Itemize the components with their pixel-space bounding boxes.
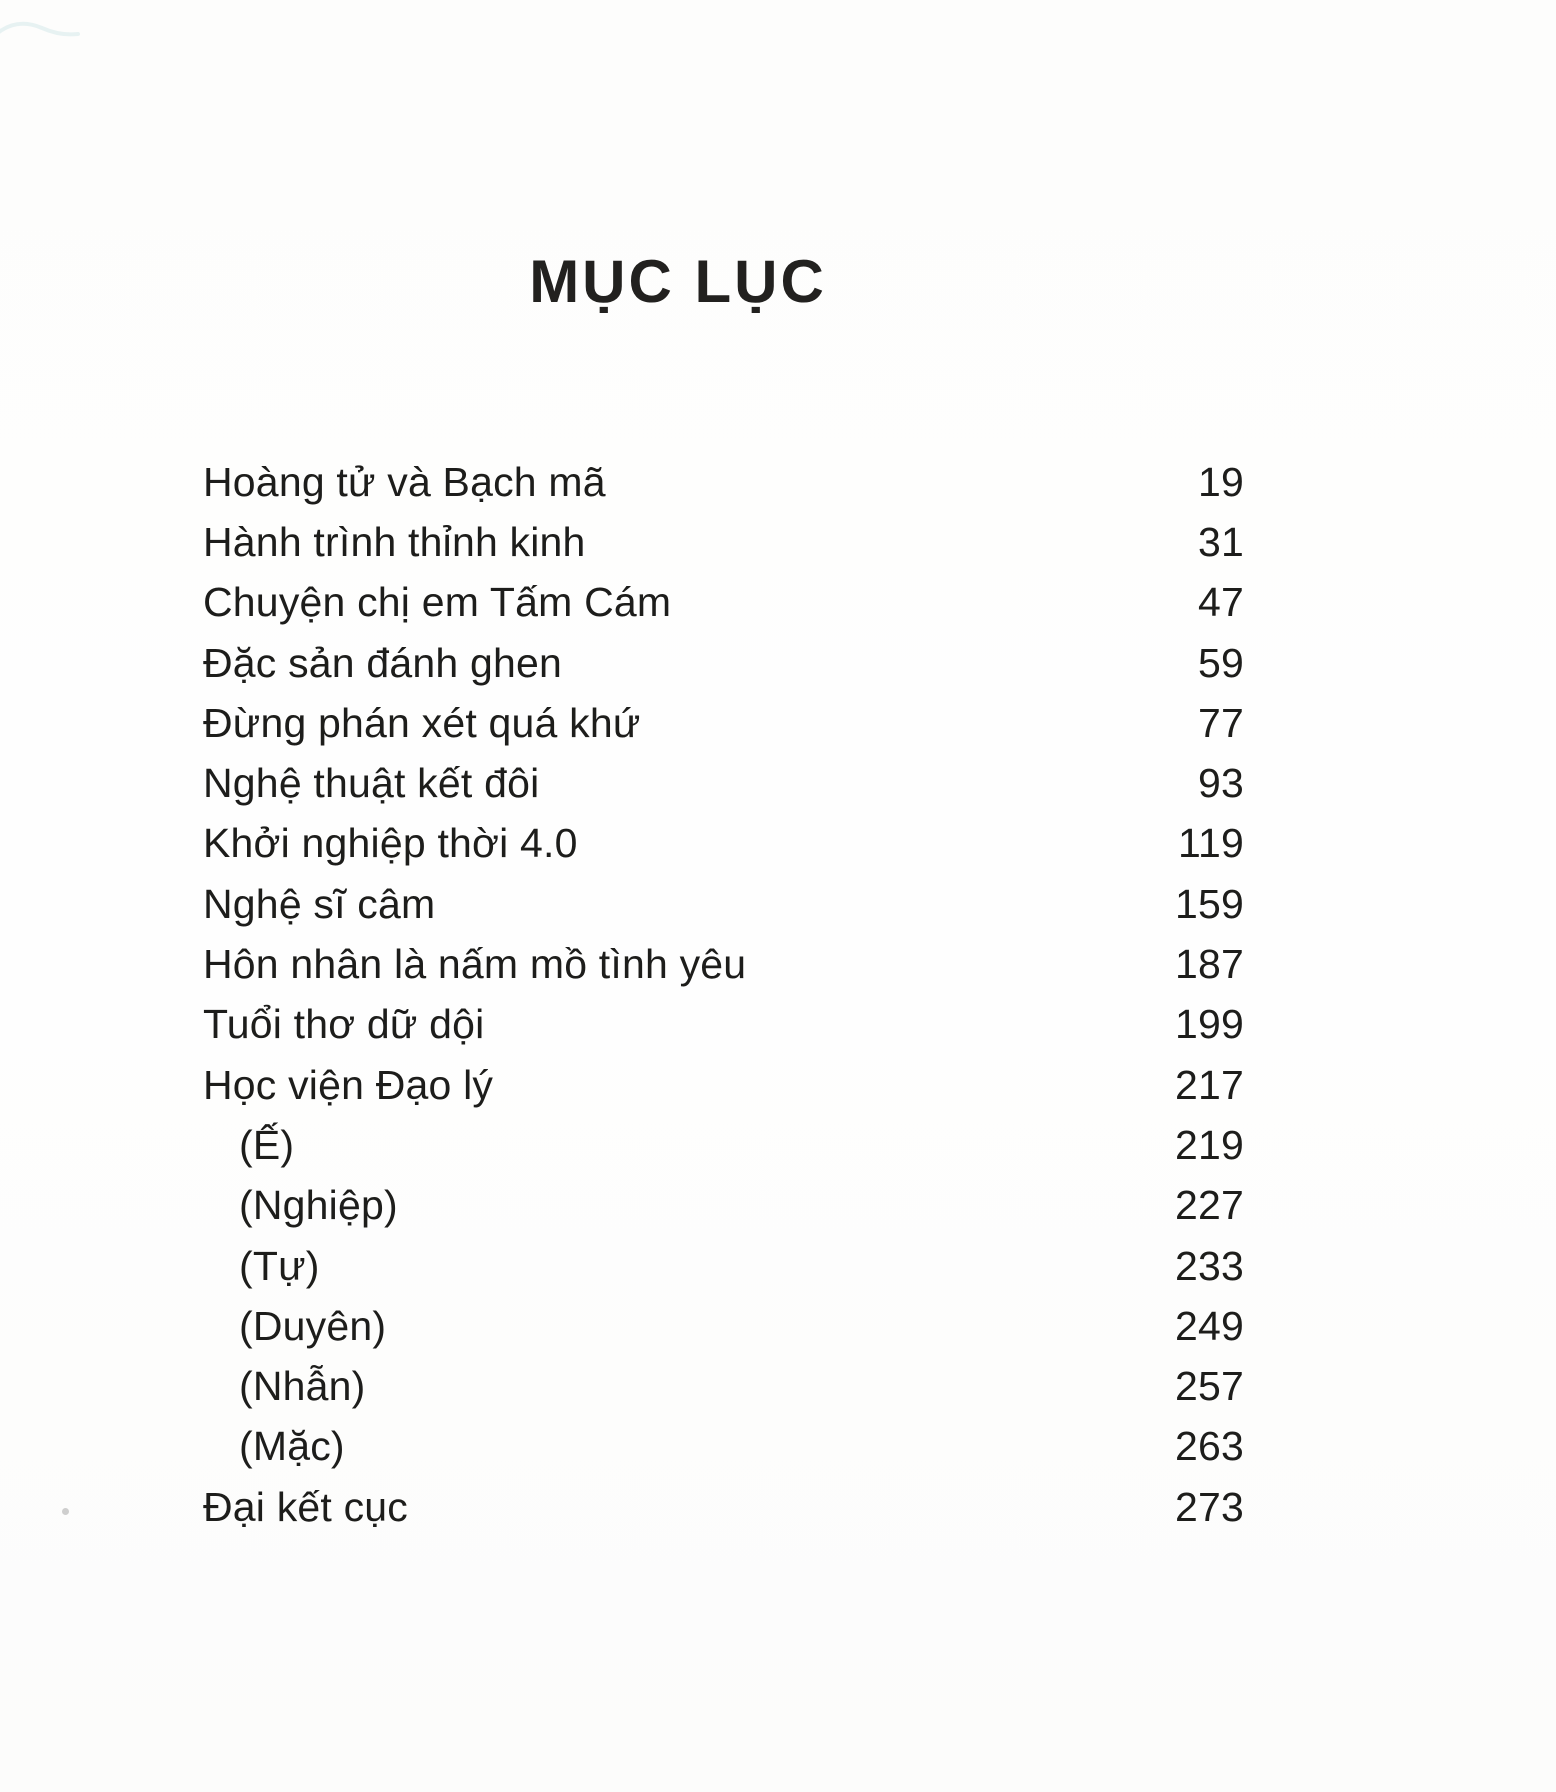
chapter-title: Đại kết cục: [203, 1483, 408, 1530]
page-number: 119: [1178, 820, 1244, 867]
toc-entry: [203, 874, 1244, 934]
chapter-title: Học viện Đạo lý: [203, 1061, 494, 1108]
page-number: 59: [1197, 639, 1244, 686]
chapter-title: (Mặc): [239, 1423, 345, 1470]
toc-entry: [203, 633, 1244, 693]
toc-entry: [203, 512, 1244, 572]
toc-entry: [203, 1176, 1244, 1236]
page-number: 187: [1174, 941, 1244, 988]
page-number: 93: [1197, 760, 1244, 807]
chapter-title: Nghệ sĩ câm: [203, 880, 436, 927]
chapter-title: (Nghiệp): [239, 1182, 398, 1229]
page-number: 249: [1174, 1302, 1244, 1349]
scan-artifact-mark: [0, 8, 94, 52]
page-number: 47: [1197, 579, 1244, 626]
page-number: 263: [1174, 1423, 1244, 1470]
chapter-title: Tuổi thơ dữ dội: [203, 1001, 485, 1048]
chapter-title: Khởi nghiệp thời 4.0: [203, 820, 578, 867]
page-number: 159: [1174, 880, 1244, 927]
chapter-title: (Duyên): [239, 1302, 387, 1349]
toc-entry: [203, 934, 1244, 994]
toc-list: [203, 452, 1244, 1537]
chapter-title: Nghệ thuật kết đôi: [203, 760, 540, 807]
chapter-title: Đặc sản đánh ghen: [203, 639, 563, 686]
chapter-title: Hành trình thỉnh kinh: [203, 518, 586, 565]
page-number: 31: [1197, 518, 1244, 565]
page-number: 19: [1197, 458, 1244, 505]
chapter-title: Hoàng tử và Bạch mã: [203, 458, 606, 505]
page-number: 257: [1174, 1363, 1244, 1410]
toc-entry: [203, 693, 1244, 753]
toc-entry: [203, 1417, 1244, 1477]
toc-entry: [203, 995, 1244, 1055]
chapter-title: Hôn nhân là nấm mồ tình yêu: [203, 941, 747, 988]
toc-entry: [203, 1356, 1244, 1416]
page-number: 219: [1174, 1121, 1244, 1168]
toc-entry: [203, 814, 1244, 874]
toc-entry: [203, 1477, 1244, 1537]
toc-entry: [203, 753, 1244, 813]
page-number: 233: [1174, 1242, 1244, 1289]
toc-entry: [203, 452, 1244, 512]
chapter-title: (Ế): [239, 1121, 295, 1168]
toc-entry: [203, 1055, 1244, 1115]
toc-entry: [203, 1236, 1244, 1296]
chapter-title: (Tự): [239, 1242, 320, 1289]
page-number: 273: [1174, 1483, 1244, 1530]
page-number: 227: [1174, 1182, 1244, 1229]
chapter-title: Chuyện chị em Tấm Cám: [203, 579, 672, 626]
page-title: MỤC LỤC: [529, 248, 827, 315]
scan-dust-speck: [62, 1508, 69, 1515]
chapter-title: Đừng phán xét quá khứ: [203, 699, 641, 746]
page-number: 199: [1174, 1001, 1244, 1048]
chapter-title: (Nhẫn): [239, 1363, 366, 1410]
toc-entry: [203, 1296, 1244, 1356]
toc-entry: [203, 1115, 1244, 1175]
page-number: 217: [1174, 1061, 1244, 1108]
toc-entry: [203, 573, 1244, 633]
page-number: 77: [1197, 699, 1244, 746]
